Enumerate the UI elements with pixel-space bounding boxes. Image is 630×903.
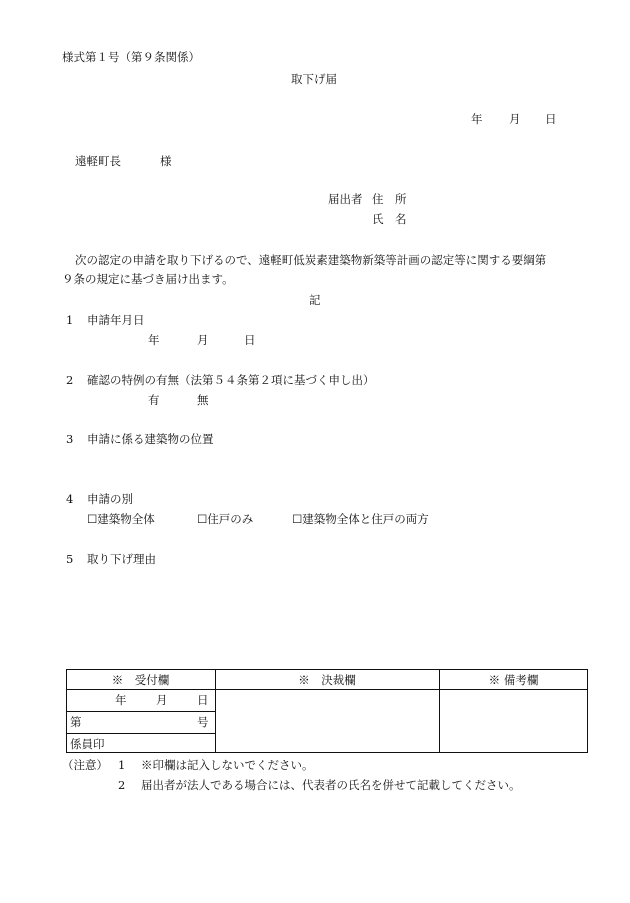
option-both[interactable]: ☐建築物全体と住戸の両方	[292, 512, 429, 526]
item1-number: 1	[66, 313, 74, 327]
body-line-1: 次の認定の申請を取り下げるので、遠軽町低炭素建築物新築等計画の認定等に関する要綱第	[75, 253, 547, 267]
item2-label: 確認の特例の有無（法第５４条第２項に基づく申し出）	[87, 373, 375, 387]
note-1-number: 1	[118, 758, 126, 772]
reception-row-divider-2	[66, 733, 215, 734]
option-whole-building[interactable]: ☐建築物全体	[87, 512, 155, 526]
item2-no: 無	[197, 393, 209, 407]
reception-row-divider-1	[66, 711, 215, 712]
item1-label: 申請年月日	[87, 313, 145, 327]
item5-label: 取り下げ理由	[87, 552, 156, 566]
reception-number-suffix: 号	[197, 715, 209, 729]
ki-heading: 記	[309, 293, 321, 307]
reception-number-prefix: 第	[70, 715, 82, 729]
note-2-text: 届出者が法人である場合には、代表者の氏名を併せて記載してください。	[141, 778, 521, 792]
item3-number: 3	[66, 432, 74, 446]
reception-year: 年	[115, 693, 127, 707]
remarks-column-header: ※ 備考欄	[488, 673, 539, 687]
recipient-name: 遠軽町長	[75, 154, 121, 168]
item1-day: 日	[244, 333, 256, 347]
item3-label: 申請に係る建築物の位置	[87, 432, 214, 446]
item1-month: 月	[197, 333, 209, 347]
item5-number: 5	[66, 552, 74, 566]
document-title: 取下げ届	[291, 72, 337, 86]
date-year: 年	[471, 112, 483, 126]
note-2-number: 2	[118, 778, 126, 792]
item4-number: 4	[66, 492, 74, 506]
option-unit-only[interactable]: ☐住戸のみ	[197, 512, 254, 526]
name-label: 氏 名	[372, 212, 407, 226]
form-number: 様式第１号（第９条関係）	[62, 50, 200, 64]
reception-month: 月	[156, 693, 168, 707]
approval-column-header: ※ 決裁欄	[298, 673, 356, 687]
date-day: 日	[545, 112, 557, 126]
item2-yes: 有	[148, 393, 160, 407]
item1-year: 年	[148, 333, 160, 347]
reception-column-header: ※ 受付欄	[111, 673, 170, 687]
item2-number: 2	[66, 373, 74, 387]
table-header-divider	[66, 689, 588, 690]
address-label: 住 所	[372, 192, 407, 206]
staff-stamp-label: 係員印	[70, 737, 105, 751]
reception-day: 日	[197, 693, 209, 707]
recipient-honorific: 様	[160, 154, 172, 168]
note-1-text: ※印欄は記入しないでください。	[141, 758, 314, 772]
date-month: 月	[509, 112, 521, 126]
item4-label: 申請の別	[87, 492, 133, 506]
applicant-label: 届出者	[328, 192, 363, 206]
body-line-2: ９条の規定に基づき届け出ます。	[62, 272, 234, 286]
notes-label: （注意）	[62, 758, 108, 772]
